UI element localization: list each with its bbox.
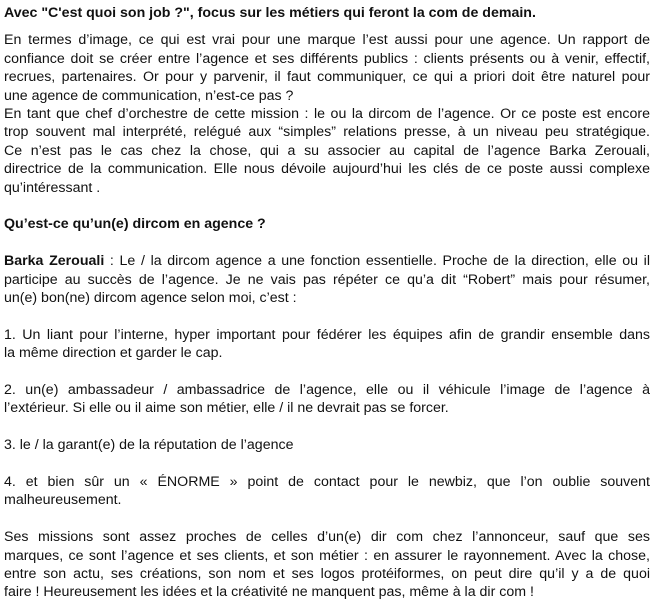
spacer — [4, 418, 650, 436]
spacer — [4, 307, 650, 325]
point-line: l’extérieur. Si elle ou il aime son métier, elle / il ne devrait pas se forcer. — [4, 400, 449, 417]
point-4 — [4, 473, 650, 510]
article — [4, 4, 650, 602]
intro-line: recrues, partenaires. Or pour y parvenir, il faut communiquer, ce qui a priori doit être naturel pour — [4, 69, 650, 86]
point-2 — [4, 381, 650, 418]
intro-line: Ce n’est pas le cas chez la chose, qui a su associer au capital de l’agence Barka Zerouali, — [4, 142, 650, 159]
question-heading: Qu’est-ce qu’un(e) dircom en agence ? — [4, 216, 266, 233]
answer-text: : Le / la dircom agence a une fonction essentielle. Proche de la direction, elle ou il — [104, 253, 650, 270]
point-line: 2. un(e) ambassadeur / ambassadrice de l’agence, elle ou il véhicule l’image de l’agence à — [4, 382, 650, 399]
point-line: 4. et bien sûr un « ÉNORME » point de contact pour le newbiz, que l’on oublie souvent — [4, 474, 650, 491]
answer-line: un(e) bon(ne) dircom agence selon moi, c’est : — [4, 290, 297, 307]
intro-line: trop souvent mal interprété, relégué aux “simples” relations presse, à un niveau peu stratégique. — [4, 124, 650, 141]
spacer — [4, 363, 650, 381]
spacer — [4, 455, 650, 473]
point-line: malheureusement. — [4, 492, 122, 509]
spacer — [4, 234, 650, 252]
answer-line — [4, 252, 650, 270]
point-3 — [4, 436, 650, 454]
closing-paragraph — [4, 528, 650, 602]
point-line: la même direction et garder le cap. — [4, 345, 223, 362]
point-line: 3. le / la garant(e) de la réputation de l’agence — [4, 437, 294, 454]
headline: Avec "C'est quoi son job ?", focus sur les métiers qui feront la com de demain. — [4, 5, 536, 21]
point-1 — [4, 326, 650, 363]
intro-line: En termes d’image, ce qui est vrai pour une marque l’est aussi pour une agence. Un rapport de — [4, 32, 650, 49]
closing-line: Ses missions sont assez proches de celles d’un(e) dir com chez l’annonceur, sauf que ses — [4, 529, 650, 546]
spacer — [4, 197, 650, 215]
intro-line: qu’intéressant . — [4, 179, 101, 196]
intro-line: En tant que chef d’orchestre de cette mission : le ou la dircom de l’agence. Or ce poste est encore — [4, 106, 650, 123]
closing-line: marques, ce sont l’agence et ses clients, et son métier : en assurer le rayonnement. Avec la chose, — [4, 547, 650, 564]
speaker-name: Barka Zerouali — [4, 253, 105, 270]
intro-line: confiance doit se créer entre l’agence et ses différents publics : clients présents ou à venir, effectif, — [4, 50, 650, 67]
closing-line: entre son actu, ses créations, son nom et ses logos protéiformes, on peut dire qu’il y a de quoi — [4, 566, 650, 583]
intro-paragraph — [4, 31, 650, 197]
intro-line: une agence de communication, n’est-ce pas ? — [4, 87, 294, 104]
spacer — [4, 510, 650, 528]
answer-line: participe au succès de l’agence. Je ne vais pas répéter ce qu’a dit “Robert” mais pour résumer, — [4, 271, 650, 288]
closing-line: faire ! Heureusement les idées et la créativité ne manquent pas, même à la dir com ! — [4, 584, 534, 601]
spacer — [4, 22, 650, 31]
answer-paragraph — [4, 252, 650, 307]
point-line: 1. Un liant pour l’interne, hyper important pour fédérer les équipes afin de grandir ensemble dans — [4, 326, 650, 343]
intro-line: directrice de la communication. Elle nous dévoile aujourd’hui les clés de ce poste aussi complexe — [4, 161, 650, 178]
